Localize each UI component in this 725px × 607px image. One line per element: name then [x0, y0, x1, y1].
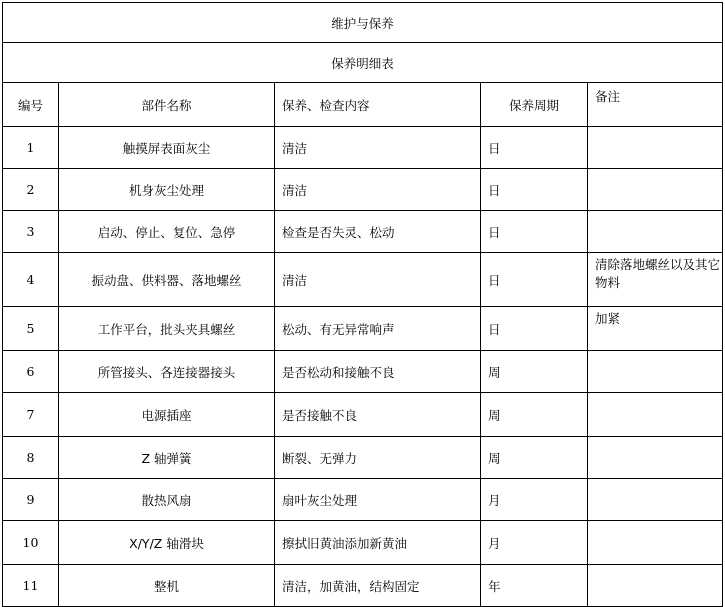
row-num: 9: [3, 479, 59, 521]
row-part: 振动盘、供料器、落地螺丝: [59, 253, 275, 307]
row-cycle: 日: [481, 253, 588, 307]
subtitle-row: [3, 43, 723, 83]
table-row: [3, 351, 723, 393]
row-note: [588, 565, 723, 607]
table-row: [3, 169, 723, 211]
row-item: 是否接触不良: [275, 393, 481, 437]
table-row: [3, 393, 723, 437]
row-num: 11: [3, 565, 59, 607]
row-note: [588, 351, 723, 393]
row-cycle: 日: [481, 169, 588, 211]
row-note: 清除落地螺丝以及其它物料: [588, 253, 723, 307]
row-item: 清洁: [275, 253, 481, 307]
row-item: 是否松动和接触不良: [275, 351, 481, 393]
header-cycle: 保养周期: [481, 83, 588, 127]
row-num: 5: [3, 307, 59, 351]
row-item: 扇叶灰尘处理: [275, 479, 481, 521]
row-cycle: 日: [481, 211, 588, 253]
table-row: [3, 307, 723, 351]
row-cycle: 月: [481, 479, 588, 521]
row-part: 所管接头、各连接器接头: [59, 351, 275, 393]
row-cycle: 周: [481, 437, 588, 479]
row-cycle: 日: [481, 307, 588, 351]
header-num: 编号: [3, 83, 59, 127]
row-num: 3: [3, 211, 59, 253]
row-item: 检查是否失灵、松动: [275, 211, 481, 253]
table-row: [3, 565, 723, 607]
table-row: [3, 127, 723, 169]
row-cycle: 年: [481, 565, 588, 607]
row-num: 6: [3, 351, 59, 393]
row-part: 启动、停止、复位、急停: [59, 211, 275, 253]
row-note: [588, 211, 723, 253]
row-part: 电源插座: [59, 393, 275, 437]
row-item: 清洁，加黄油，结构固定: [275, 565, 481, 607]
row-note: [588, 479, 723, 521]
header-row: [3, 83, 723, 127]
title-row: [3, 3, 723, 43]
row-part: 散热风扇: [59, 479, 275, 521]
row-num: 7: [3, 393, 59, 437]
row-item: 松动、有无异常响声: [275, 307, 481, 351]
row-part: 机身灰尘处理: [59, 169, 275, 211]
row-note: [588, 437, 723, 479]
row-part: Z 轴弹簧: [59, 437, 275, 479]
row-item: 擦拭旧黄油添加新黄油: [275, 521, 481, 565]
table-row: [3, 211, 723, 253]
row-part: 整机: [59, 565, 275, 607]
row-item: 清洁: [275, 127, 481, 169]
table-row: [3, 253, 723, 307]
table-row: [3, 437, 723, 479]
maintenance-table: [2, 2, 723, 607]
row-part: X/Y/Z 轴滑块: [59, 521, 275, 565]
table-row: [3, 479, 723, 521]
row-part: 工作平台，批头夹具螺丝: [59, 307, 275, 351]
table-row: [3, 521, 723, 565]
row-num: 1: [3, 127, 59, 169]
row-part: 触摸屏表面灰尘: [59, 127, 275, 169]
row-note: [588, 521, 723, 565]
row-note: [588, 127, 723, 169]
row-cycle: 月: [481, 521, 588, 565]
row-cycle: 周: [481, 393, 588, 437]
row-cycle: 日: [481, 127, 588, 169]
table-subtitle: 保养明细表: [3, 43, 723, 83]
header-item: 保养、检查内容: [275, 83, 481, 127]
table-title: 维护与保养: [3, 3, 723, 43]
row-item: 清洁: [275, 169, 481, 211]
row-num: 4: [3, 253, 59, 307]
header-note: 备注: [588, 83, 723, 127]
row-note: [588, 393, 723, 437]
header-part: 部件名称: [59, 83, 275, 127]
row-note: 加紧: [588, 307, 723, 351]
row-cycle: 周: [481, 351, 588, 393]
row-num: 8: [3, 437, 59, 479]
row-num: 2: [3, 169, 59, 211]
row-note: [588, 169, 723, 211]
row-item: 断裂、无弹力: [275, 437, 481, 479]
row-num: 10: [3, 521, 59, 565]
